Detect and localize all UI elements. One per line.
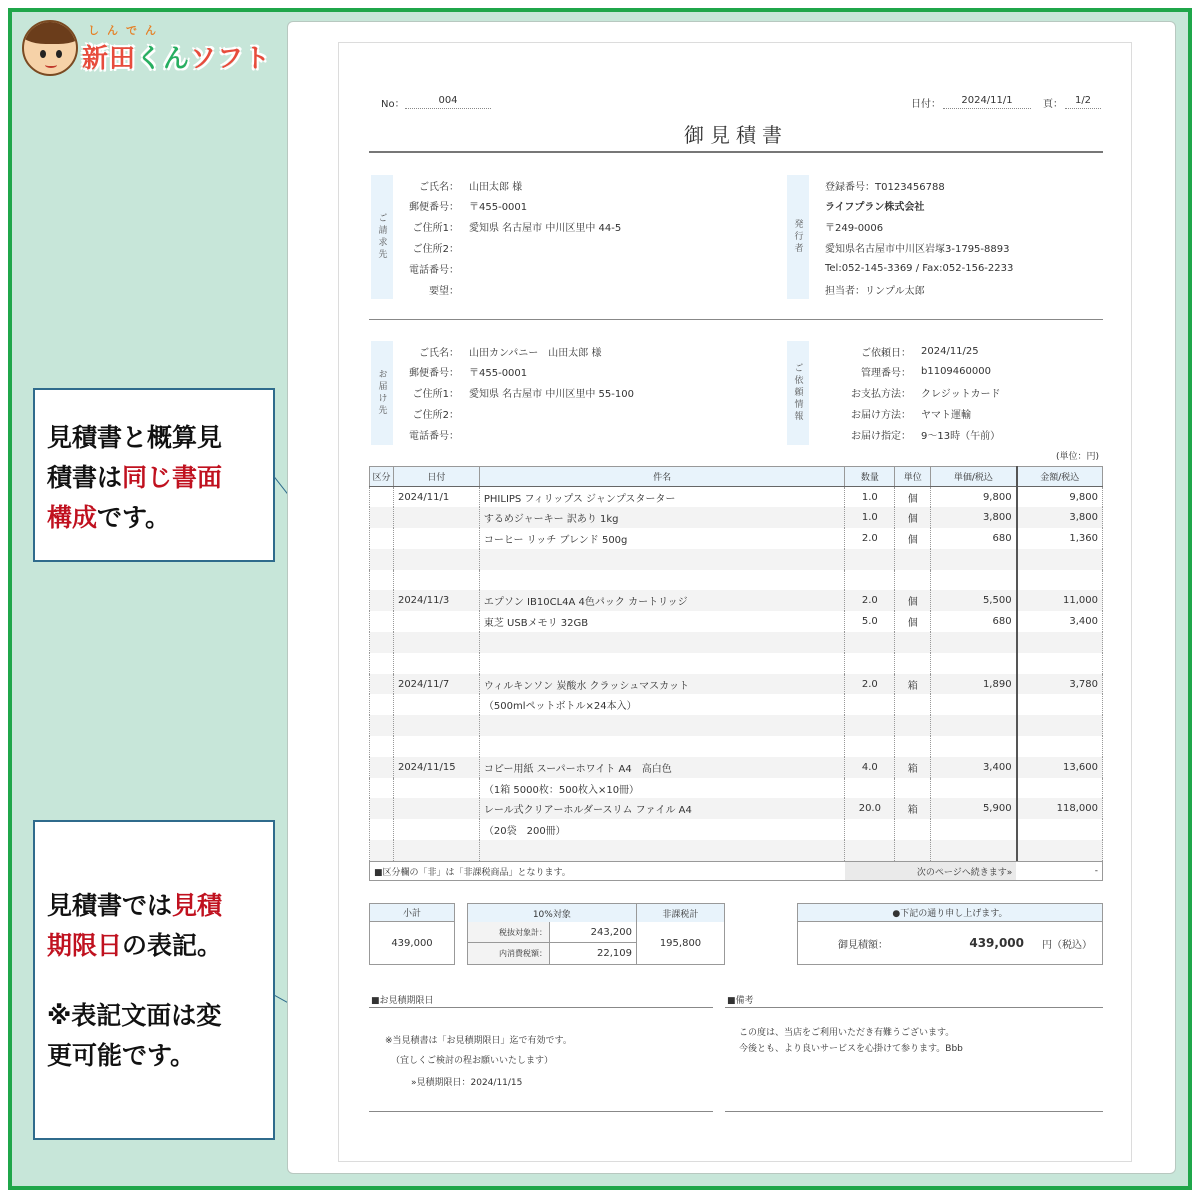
table-cell <box>931 819 1017 840</box>
table-cell: ウィルキンソン 炭酸水 クラッシュマスカット <box>479 674 845 695</box>
billing-value: 〒455-0001 <box>469 202 528 214</box>
table-cell <box>931 715 1017 736</box>
table-cell <box>931 694 1017 715</box>
tax-head: 10%対象 <box>468 904 637 922</box>
table-cell: 20.0 <box>845 798 895 819</box>
table-row <box>370 570 1103 591</box>
table-cell <box>1017 632 1103 653</box>
request-value: ヤマト運輸 <box>921 409 971 421</box>
table-row <box>370 715 1103 736</box>
table-row <box>370 653 1103 674</box>
table-cell <box>370 736 394 757</box>
table-cell <box>370 798 394 819</box>
table-cell: 13,600 <box>1017 757 1103 778</box>
table-cell: 2024/11/15 <box>393 757 479 778</box>
table-cell: 箱 <box>895 757 931 778</box>
total-box <box>797 903 1103 965</box>
request-row <box>809 362 991 382</box>
table-cell <box>393 736 479 757</box>
no-label: No： <box>381 99 405 110</box>
delivery-tab: お届け先 <box>371 341 393 445</box>
table-cell: コピー用紙 スーパーホワイト A4 高白色 <box>479 757 845 778</box>
foot-note: ■区分欄の「非」は「非課税商品」となります。 <box>374 867 571 878</box>
table-cell <box>1017 549 1103 570</box>
table-cell <box>479 736 845 757</box>
delivery-row <box>371 424 469 444</box>
billing-label: 電話番号： <box>409 264 459 276</box>
table-cell <box>895 819 931 840</box>
no-value: 004 <box>405 95 491 109</box>
table-cell: 5,900 <box>931 798 1017 819</box>
table-cell: 個 <box>895 611 931 632</box>
validity-title: ■お見積期限日 <box>371 996 434 1006</box>
column-header: 数量 <box>845 467 895 487</box>
table-cell: 3,800 <box>931 507 1017 528</box>
request-label: お届け指定： <box>851 430 911 442</box>
table-cell: 4.0 <box>845 757 895 778</box>
tax-row <box>468 943 636 964</box>
billing-row <box>371 237 469 257</box>
table-cell: 11,000 <box>1017 590 1103 611</box>
table-cell: （20袋 200冊） <box>479 819 845 840</box>
table-cell: 118,000 <box>1017 798 1103 819</box>
delivery-label: ご住所2： <box>412 409 459 421</box>
table-cell: 個 <box>895 487 931 508</box>
subtotal-label: 小計 <box>370 904 454 922</box>
table-cell <box>479 653 845 674</box>
table-cell <box>1017 736 1103 757</box>
request-label: お届け方法： <box>851 409 911 421</box>
table-row <box>370 694 1103 715</box>
table-cell <box>1017 653 1103 674</box>
table-cell: 2.0 <box>845 674 895 695</box>
table-cell: 2024/11/7 <box>393 674 479 695</box>
table-cell: 680 <box>931 528 1017 549</box>
unit-note: (単位：円) <box>1055 452 1099 462</box>
table-cell: PHILIPS フィリップス ジャンプスターター <box>479 487 845 508</box>
billing-value: 山田太郎 様 <box>469 181 523 193</box>
table-cell <box>393 528 479 549</box>
table-cell <box>370 549 394 570</box>
issuer-tab: 発行者 <box>787 175 809 299</box>
table-cell: コーヒー リッチ ブレンド 500g <box>479 528 845 549</box>
delivery-label: 郵便番号： <box>409 368 459 380</box>
table-cell: 9,800 <box>931 487 1017 508</box>
request-label: 管理番号： <box>861 368 911 380</box>
taxable-head: 非課税計 <box>637 904 724 922</box>
table-cell: 9,800 <box>1017 487 1103 508</box>
table-cell: 個 <box>895 528 931 549</box>
table-cell <box>845 632 895 653</box>
billing-row <box>371 217 621 237</box>
table-cell: 箱 <box>895 798 931 819</box>
table-cell <box>845 549 895 570</box>
next-page-note: 次のページへ続きます» <box>845 862 1017 880</box>
table-row <box>370 487 1103 508</box>
table-cell <box>895 653 931 674</box>
column-header: 区分 <box>370 467 394 487</box>
table-footer <box>369 861 1103 881</box>
table-cell: 3,400 <box>1017 611 1103 632</box>
issuer-line: 登録番号：T0123456788 <box>825 181 945 193</box>
table-cell <box>370 611 394 632</box>
table-cell <box>845 653 895 674</box>
brand-logo <box>22 20 271 76</box>
tax-row <box>468 922 636 943</box>
issuer-line: Tel:052-145-3369 / Fax:052-156-2233 <box>825 262 1014 274</box>
subtotal-box <box>369 903 455 965</box>
request-value: b1109460000 <box>921 366 991 378</box>
table-cell <box>845 694 895 715</box>
foot-dash: - <box>1094 866 1098 876</box>
table-cell <box>931 549 1017 570</box>
column-header: 単価/税込 <box>931 467 1017 487</box>
billing-value: 愛知県 名古屋市 中川区里中 44-5 <box>469 223 622 235</box>
delivery-row <box>371 383 634 403</box>
billing-label: 要望： <box>429 285 459 297</box>
table-cell <box>370 840 394 861</box>
request-label: ご依頼日： <box>861 347 911 359</box>
table-cell <box>931 570 1017 591</box>
table-row <box>370 798 1103 819</box>
table-row <box>370 590 1103 611</box>
table-cell <box>393 632 479 653</box>
validity-line-3: »見積期限日：2024/11/15 <box>411 1078 523 1088</box>
page-label: 頁： <box>1043 99 1063 110</box>
table-cell <box>479 840 845 861</box>
table-cell: 2.0 <box>845 528 895 549</box>
table-cell: 3,780 <box>1017 674 1103 695</box>
tax-rows <box>468 922 637 964</box>
tax-row-value: 243,200 <box>590 926 632 938</box>
issuer-line: 担当者：リンプル太郎 <box>825 285 925 297</box>
table-cell <box>393 840 479 861</box>
table-cell: レール式クリアーホルダースリム ファイル A4 <box>479 798 845 819</box>
table-row <box>370 757 1103 778</box>
delivery-value: 山田カンパニー 山田太郎 様 <box>469 347 602 359</box>
table-row <box>370 549 1103 570</box>
billing-label: ご氏名： <box>419 181 459 193</box>
request-value: 2024/11/25 <box>921 345 979 357</box>
table-cell: 680 <box>931 611 1017 632</box>
table-cell <box>895 778 931 799</box>
delivery-row <box>371 341 601 361</box>
table-cell <box>1017 694 1103 715</box>
request-row <box>809 383 1000 403</box>
billing-row <box>371 258 469 278</box>
table-cell <box>1017 570 1103 591</box>
table-cell: 個 <box>895 590 931 611</box>
logo-ruby: しんでん <box>88 23 164 37</box>
billing-label: 郵便番号： <box>409 202 459 214</box>
table-cell: 2.0 <box>845 590 895 611</box>
column-header: 日付 <box>393 467 479 487</box>
table-cell: エプソン IB10CL4A 4色パック カートリッジ <box>479 590 845 611</box>
billing-tab: ご請求先 <box>371 175 393 299</box>
tax-box <box>467 903 725 965</box>
table-cell <box>895 840 931 861</box>
table-cell <box>393 819 479 840</box>
table-cell <box>370 632 394 653</box>
table-cell: 1,360 <box>1017 528 1103 549</box>
remarks-title: ■備考 <box>727 996 754 1006</box>
callout-bottom: 見積書では見積 期限日の表記。 ※表記文面は変 更可能です。 <box>33 820 275 1140</box>
table-cell <box>393 798 479 819</box>
request-label: お支払方法： <box>851 389 911 401</box>
table-cell <box>845 570 895 591</box>
delivery-row <box>371 362 527 382</box>
table-cell <box>895 694 931 715</box>
request-row <box>809 403 971 423</box>
table-row <box>370 736 1103 757</box>
table-cell <box>845 715 895 736</box>
issuer-line: ライフプラン株式会社 <box>825 202 925 214</box>
table-cell: 5.0 <box>845 611 895 632</box>
table-cell: 3,400 <box>931 757 1017 778</box>
delivery-value: 〒455-0001 <box>469 368 528 380</box>
tax-row-label: 内消費税額： <box>468 943 550 964</box>
table-cell <box>479 715 845 736</box>
issuer-line: 〒249-0006 <box>825 223 884 235</box>
table-cell <box>895 715 931 736</box>
table-row <box>370 611 1103 632</box>
validity-line-2: （宜しくご検討の程お願いいたします） <box>391 1056 554 1066</box>
table-cell <box>393 549 479 570</box>
table-cell <box>370 694 394 715</box>
billing-row <box>371 279 469 299</box>
table-cell <box>931 632 1017 653</box>
table-cell: 1,890 <box>931 674 1017 695</box>
date-label: 日付： <box>911 99 941 110</box>
table-cell <box>845 819 895 840</box>
page-value: 1/2 <box>1065 95 1101 109</box>
table-cell <box>931 840 1017 861</box>
table-row <box>370 507 1103 528</box>
delivery-label: ご氏名： <box>419 347 459 359</box>
table-cell <box>370 715 394 736</box>
table-cell <box>393 653 479 674</box>
table-cell: （500mlペットボトル×24本入） <box>479 694 845 715</box>
remarks-line-1: この度は、当店をご利用いただき有難うございます。 <box>739 1028 955 1038</box>
callout-top: 見積書と概算見 積書は同じ書面 構成です。 <box>33 388 275 562</box>
table-cell: するめジャーキー 訳あり 1kg <box>479 507 845 528</box>
table-cell <box>393 611 479 632</box>
items-table <box>369 466 1103 861</box>
table-cell <box>931 736 1017 757</box>
delivery-row <box>371 403 469 423</box>
total-value: 439,000 <box>969 936 1024 950</box>
table-cell <box>370 570 394 591</box>
table-cell <box>393 778 479 799</box>
table-cell <box>370 674 394 695</box>
column-header: 件名 <box>479 467 845 487</box>
table-cell <box>370 653 394 674</box>
table-cell <box>370 590 394 611</box>
logo-text: 新田くんソフト <box>82 43 272 74</box>
table-cell <box>845 736 895 757</box>
table-cell <box>479 570 845 591</box>
table-cell <box>1017 715 1103 736</box>
date-value: 2024/11/1 <box>943 95 1031 109</box>
delivery-label: 電話番号： <box>409 430 459 442</box>
table-row <box>370 674 1103 695</box>
delivery-label: ご住所1： <box>412 389 459 401</box>
table-cell <box>479 549 845 570</box>
delivery-value: 愛知県 名古屋市 中川区里中 55-100 <box>469 389 634 401</box>
table-cell <box>370 487 394 508</box>
table-cell <box>393 715 479 736</box>
taxable-value: 195,800 <box>659 937 702 949</box>
table-row <box>370 819 1103 840</box>
table-cell <box>895 549 931 570</box>
column-header: 金額/税込 <box>1017 467 1103 487</box>
request-tab: ご依頼情報 <box>787 341 809 445</box>
document-title: 御見積書 <box>684 123 788 147</box>
table-cell <box>393 507 479 528</box>
tax-row-value: 22,109 <box>597 948 632 959</box>
billing-row <box>371 196 527 216</box>
table-cell: 箱 <box>895 674 931 695</box>
request-row <box>809 341 979 361</box>
billing-label: ご住所2： <box>412 243 459 255</box>
tax-row-label: 税抜対象計： <box>468 922 550 942</box>
table-cell <box>393 694 479 715</box>
column-header: 単位 <box>895 467 931 487</box>
table-cell: （1箱 5000枚：500枚入×10冊） <box>479 778 845 799</box>
table-cell <box>370 819 394 840</box>
billing-row <box>371 175 522 195</box>
boy-face-icon <box>22 20 78 76</box>
table-row <box>370 632 1103 653</box>
table-cell <box>845 778 895 799</box>
table-cell: 1.0 <box>845 487 895 508</box>
table-cell <box>895 570 931 591</box>
table-cell <box>393 570 479 591</box>
table-cell: 3,800 <box>1017 507 1103 528</box>
remarks-line-2: 今後とも、より良いサービスを心掛けて参ります。Bbb <box>739 1044 963 1054</box>
validity-line-1: ※当見積書は「お見積期限日」迄で有効です。 <box>385 1036 572 1046</box>
request-value: クレジットカード <box>921 389 1001 401</box>
total-unit: 円（税込） <box>1042 939 1092 951</box>
table-cell <box>895 736 931 757</box>
total-head: ●下記の通り申し上げます。 <box>798 904 1102 922</box>
table-cell <box>1017 778 1103 799</box>
table-row <box>370 778 1103 799</box>
table-cell <box>370 778 394 799</box>
quotation-document <box>338 42 1132 1162</box>
table-cell: 5,500 <box>931 590 1017 611</box>
table-cell <box>931 778 1017 799</box>
table-cell <box>370 507 394 528</box>
total-label: 御見積額： <box>838 939 888 951</box>
table-cell <box>1017 819 1103 840</box>
table-cell <box>1017 840 1103 861</box>
table-cell <box>479 632 845 653</box>
request-value: 9～13時（午前） <box>921 430 1001 442</box>
table-cell: 東芝 USBメモリ 32GB <box>479 611 845 632</box>
subtotal-value: 439,000 <box>391 937 433 949</box>
table-cell: 2024/11/1 <box>393 487 479 508</box>
issuer-line: 愛知県名古屋市中川区岩塚3-1795-8893 <box>825 243 1010 255</box>
table-cell <box>931 653 1017 674</box>
table-cell: 2024/11/3 <box>393 590 479 611</box>
billing-label: ご住所1： <box>412 223 459 235</box>
table-cell <box>895 632 931 653</box>
table-cell <box>370 757 394 778</box>
table-cell <box>845 840 895 861</box>
table-row <box>370 840 1103 861</box>
table-cell: 個 <box>895 507 931 528</box>
request-row <box>809 424 1000 444</box>
table-cell <box>370 528 394 549</box>
table-cell: 1.0 <box>845 507 895 528</box>
table-row <box>370 528 1103 549</box>
